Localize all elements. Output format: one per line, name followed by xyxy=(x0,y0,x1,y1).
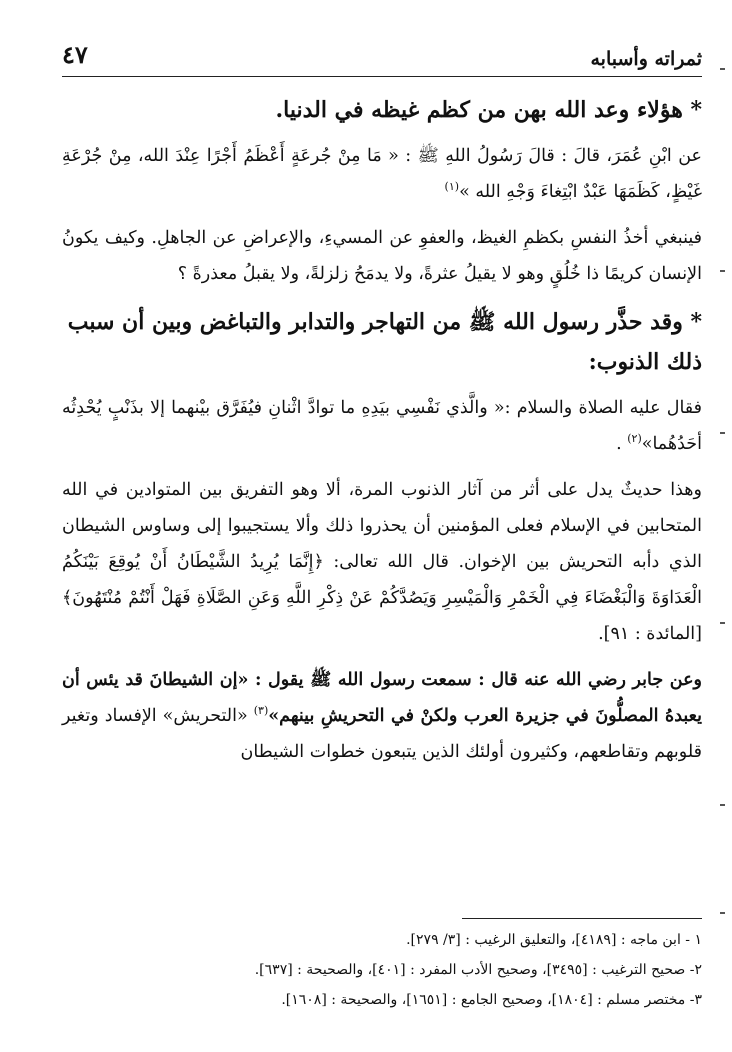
page-content xyxy=(62,90,702,780)
margin-tick xyxy=(720,432,725,434)
paragraph-tail: «التحريش» الإفساد وتغير قلوبهم وتقاطعهم، وكثيرون أولئك الذين يتبعون خطوات الشيطان xyxy=(62,706,702,762)
paragraph-hadith-jabir xyxy=(62,662,702,770)
paragraph-text: فينبغي أخذُ النفسِ بكظمِ الغيظ، والعفوِ عن المسيءِ، والإعراضِ عن الجاهلِ. وكيف يكونُ الإنسان كريمًا ذا خُلُقٍ وهو لا يقيلُ عثرةً، ولا يدمَحُ زلزلةً، ولا يقبلُ معذرةً ؟ xyxy=(62,228,702,284)
margin-tick xyxy=(720,68,725,70)
footnote-ref-1: (١) xyxy=(444,180,460,194)
footnote-2: ٢- صحيح الترغيب : [٣٤٩٥]، وصحيح الأدب المفرد : [٤٠١]، والصحيحة : [٦٣٧]. xyxy=(254,962,702,978)
book-page xyxy=(62,38,702,1028)
paragraph-text: فقال عليه الصلاة والسلام :« والَّذي نَفْسِي بيَدِهِ ما توادَّ اثْنانِ فيُفَرَّق بيْنهما إلا بذَنْبٍ يُحْدِثُه أحَدُهُما» xyxy=(62,398,702,454)
footnote-divider xyxy=(462,918,702,919)
footnote-1: ١ - ابن ماجه : [٤١٨٩]، والتعليق الرغيب : [٣/ ٢٧٩]. xyxy=(406,932,702,948)
running-title: ثمراته وأسبابه xyxy=(590,48,702,70)
margin-tick xyxy=(720,912,725,914)
paragraph-text: وعن جابر رضي الله عنه قال : سمعت رسول الله ﷺ يقول : «إن الشيطانَ قد يئس أن يعبدهُ المصلُّونَ في جزيرة العرب ولكنْ في التحريشِ بينهم» xyxy=(62,670,702,726)
paragraph-hadith-tawad xyxy=(62,390,702,462)
paragraph-text: عن ابْنِ عُمَرَ، قالَ : قالَ رَسُولُ اللهِ ﷺ : « مَا مِنْ جُرعَةٍ أَعْظَمُ أَجْرًا عِنْدَ الله، مِنْ جُرْعَةِ غَيْظٍ، كَظَمَهَا عَبْدٌ ابْتِغاءَ وَجْهِ الله » xyxy=(62,146,702,202)
margin-tick xyxy=(720,270,725,272)
paragraph-tail: . xyxy=(616,434,628,454)
footnote-3: ٣- مختصر مسلم : [١٨٠٤]، وصحيح الجامع : [١٦٥١]، والصحيحة : [١٦٠٨]. xyxy=(281,992,702,1008)
section-heading-1: * هؤلاء وعد الله بهن من كظم غيظه في الدنيا. xyxy=(275,97,702,123)
footnote-ref-3: (٣) xyxy=(253,704,269,718)
footnote-ref-2: (٢) xyxy=(627,432,642,446)
page-number: ٤٧ xyxy=(62,40,88,69)
margin-tick xyxy=(720,622,725,624)
margin-tick xyxy=(720,804,725,806)
paragraph-hadith-ibn-umar xyxy=(62,138,702,210)
paragraph-commentary-1 xyxy=(62,220,702,292)
paragraph-text: وهذا حديثٌ يدل على أثر من آثار الذنوب المرة، ألا وهو التفريق بين المتوادين في الله المتحابين في الإسلام فعلى المؤمنين أن يحذروا ذلك وألا يستجيبوا إلى وساوس الشيطان الذي دأبه التحريش بين الإخوان. قال الله تعالى: ﴿إِنَّمَا يُرِيدُ الشَّيْطَانُ أَنْ يُوقِعَ بَيْنَكُمُ الْعَدَاوَةَ وَالْبَغْضَاءَ فِي الْخَمْرِ وَالْمَيْسِرِ وَيَصُدَّكُمْ عَنْ ذِكْرِ اللَّهِ وَعَنِ الصَّلَاةِ فَهَلْ أَنْتُمْ مُنْتَهُونَ﴾ [المائدة : ٩١]. xyxy=(62,480,702,644)
footnotes xyxy=(62,918,702,1015)
page-header xyxy=(62,38,702,77)
paragraph-commentary-2 xyxy=(62,472,702,652)
section-heading-2: * وقد حذَّر رسول الله ﷺ من التهاجر والتدابر والتباغض وبين أن سبب ذلك الذنوب: xyxy=(67,309,702,375)
